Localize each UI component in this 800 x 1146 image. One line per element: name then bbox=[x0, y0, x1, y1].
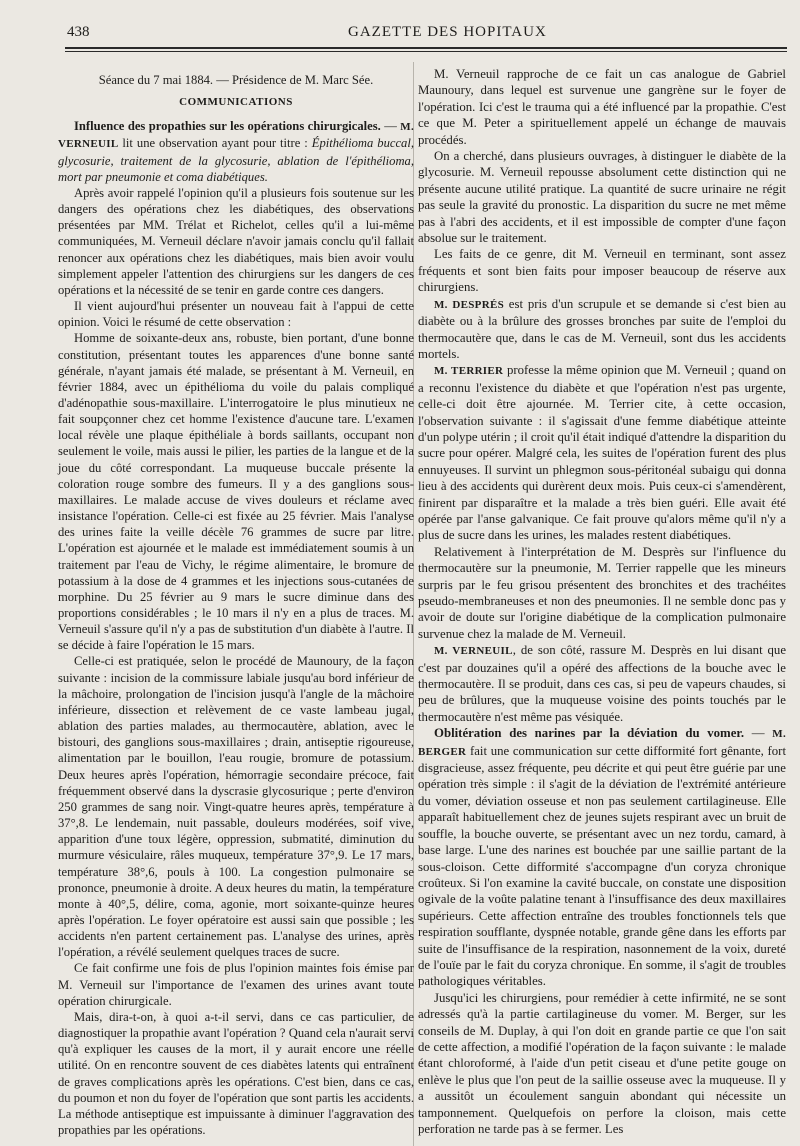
observation-title: Épithélioma buccal, glycosurie, traitement de la glycosurie, ablation de l'épithélioma, mort par pneumonie et coma diabétiques. bbox=[58, 136, 414, 184]
paragraph bbox=[418, 642, 786, 725]
paragraph: Mais, dira-t-on, à quoi a-t-il servi, dans ce cas particulier, de diagnostiquer la propathie avant l'opération ? Quand cela n'aurait servi qu'à expliquer les causes de la mort, il y aurait encore une réelle utilité. On en rencontre souvent de ces diabètes latents qui entraînent de graves complications après les opérations. C'est bien, dans ce cas, du poumon et non du foyer de l'opération que sont partis les accidents. La méthode antiseptique est impuissante à diminuer l'aggravation des propathies par les opérations. bbox=[58, 1009, 414, 1137]
article-intro bbox=[418, 725, 786, 990]
header-rule-thin bbox=[65, 51, 787, 52]
dash: — bbox=[380, 119, 401, 134]
paragraph-text: fait une communication sur cette difformité fort gênante, fort disgracieuse, assez fréquente, peu décrite et qui peut être guérie par une opération très simple : il s'agit de la déviation de l'extrémité antérieure du vomer, déviation osseuse et non pas seulement cartilagineuse. Elle apparaît habituellement chez de jeunes sujets respirant avec un bruit de souffle, la bouche ouverte, se présentant avec un nez tordu, camard, à base large. L'une des narines est bouchée par une saillie partant de la sous-cloison. Cette difformité s'accompagne d'un coryza chronique croûteux. Si l'on examine la cavité buccale, on constate une disposition ogivale de la voûte palatine tenant à l'insuffisance des deux maxillaires supérieurs. Cette affection entraîne des troubles fonctionnels tels que respiration soufflante, dyspnée notable, grande gêne dans les efforts par suite de l'insuffisance de la respiration, nasonnement de la voix, dureté de l'ouïe par le fait du coryza chronique. En somme, il s'agit de troubles pathologiques véritables. bbox=[418, 743, 786, 989]
paragraph: M. Verneuil rapproche de ce fait un cas analogue de Gabriel Maunoury, dans lequel est survenue une gangrène sur le foyer de l'opération. Ici c'est le trauma qui a été influencé par la propathie. C'est ce que M. Peter a spirituellement appelé un échange de mauvais procédés. bbox=[418, 67, 786, 147]
paragraph: Ce fait confirme une fois de plus l'opinion maintes fois émise par M. Verneuil sur l'importance de l'examen des urines avant toute opération chirurgicale. bbox=[58, 961, 414, 1008]
paragraph-text: est pris d'un scrupule et se demande si c'est bien au diabète ou à la brûlure des grosses bronches par suite de l'emploi du thermocautère que, dans le cas de M. Verneuil, sont dus les accidents mortels. bbox=[418, 296, 786, 361]
article-intro bbox=[58, 118, 414, 185]
author-name: M. TERRIER bbox=[434, 365, 504, 378]
dash: — bbox=[744, 726, 773, 741]
paragraph: Après avoir rappelé l'opinion qu'il a plusieurs fois soutenue sur les dangers des opérations chez les diabétiques, des observations présentées par MM. Trélat et Richelot, celles qu'il a lui-même communiquées, M. Verneuil déclare n'avoir jamais conclu qu'il fallait renoncer aux opérations chez les diabétiques, mais bien avoir voulu simplement appeler l'attention des chirurgiens sur les dangers de ces opérations et la nécessité de se tenir en garde contre ces dangers. bbox=[58, 185, 414, 297]
paragraph: Homme de soixante-deux ans, robuste, bien portant, d'une bonne constitution, présentant toutes les apparences d'une bonne santé générale, n'ayant jamais été malade, se présentant à M. Verneuil, en février 1884, avec un épithélioma du voile du palais compliqué d'adénopathie sous-maxillaire. L'interrogatoire le plus minutieux ne fait soupçonner chez cet homme l'existence d'aucune tare. L'examen local révèle une plaque épithéliale à bords saillants, occupant non seulement le voile, mais aussi le pilier, les parties de la langue et de la joue du côté correspondant. La muqueuse buccale présente la coloration rouge sombre des fumeurs. Il y a des ganglions sous-maxillaires. Le malade accuse de vives douleurs et réclame avec insistance l'opération. Celle-ci est fixée au 25 février. Mais l'analyse des urines faite la veille décèle 76 grammes de sucre par litre. L'opération est ajournée et le malade est immédiatement soumis à un traitement par l'eau de Vichy, le régime alimentaire, le bromure de potassium à la dose de 4 grammes et les injections sous-cutanées de morphine. Du 25 février au 9 mars le sucre diminue dans des proportions considérables ; le 10 mars il n'y en a plus de traces. M. Verneuil s'assure qu'il n'y a pas de substitution d'un diabète à l'autre. Il se décide à faire l'opération le 15 mars. bbox=[58, 331, 414, 653]
author-name: M. DESPRÉS bbox=[434, 298, 504, 311]
right-column bbox=[418, 66, 786, 1137]
paragraph: On a cherché, dans plusieurs ouvrages, à distinguer le diabète de la glycosurie. M. Verneuil repousse absolument cette distinction qui ne présente aucune utilité pratique. La quantité de sucre urinaire ne régit pas seule la gravité du pronostic. La disparition du sucre ne met même pas à l'abri des accidents, et il est impossible de compter d'une façon absolue sur le traitement. bbox=[418, 149, 786, 246]
page-number: 438 bbox=[67, 24, 90, 40]
page-header bbox=[0, 22, 800, 44]
left-column bbox=[58, 66, 414, 1138]
header-rule bbox=[65, 47, 787, 49]
paragraph: Jusqu'ici les chirurgiens, pour remédier à cette infirmité, ne se sont adressés qu'à la partie cartilagineuse du vomer. M. Berger, sur les conseils de M. Duplay, à qui l'on doit en grande partie ce que l'on sait de cette affection, a modifié l'opération de la façon suivante : le malade étant chloroformé, à l'aide d'un petit ciseau et d'une petite gouge on enlève le plus que l'on peut de la saillie osseuse avec la muqueuse. Il y a aussitôt un écoulement sanguin abondant qui nécessite un tamponnement. Quelquefois on perfore la cloison, mais cette perforation ne tarde pas à se fermer. Les bbox=[418, 990, 786, 1136]
paragraph bbox=[418, 362, 786, 543]
paragraph: Relativement à l'interprétation de M. Desprès sur l'influence du thermocautère sur la pneumonie, M. Terrier rappelle que les mineurs surpris par le feu grisou présentent des bronchites et des trachéites pseudo-membraneuses et non des pneumonies. Il ne semble donc pas y avoir de doute sur l'origine diabétique de la complication pulmonaire survenue chez la malade de M. Verneuil. bbox=[418, 544, 786, 641]
intro-text: lit une observation ayant pour titre : bbox=[118, 136, 312, 151]
article-title: Oblitération des narines par la déviation du vomer. bbox=[434, 726, 745, 741]
paragraph: Il vient aujourd'hui présenter un nouveau fait à l'appui de cette opinion. Voici le résumé de cette observation : bbox=[58, 299, 414, 330]
paragraph bbox=[418, 296, 786, 363]
paragraph: Les faits de ce genre, dit M. Verneuil en terminant, sont assez fréquents et sont bien faits pour imposer beaucoup de réserve aux chirurgiens. bbox=[418, 247, 786, 295]
section-heading: COMMUNICATIONS bbox=[179, 96, 293, 109]
article-title: Influence des propathies sur les opérations chirurgicales. bbox=[74, 119, 381, 134]
author-name: M. VERNEUIL bbox=[58, 121, 414, 151]
paragraph: Celle-ci est pratiquée, selon le procédé de Maunoury, de la façon suivante : incision de la commissure labiale jusqu'au bord inférieur de la mâchoire, prolongation de l'incision jusqu'à l'angle de la mâchoire inférieure, dissection et relèvement de ce vaste lambeau jugal, ablation des parties malades, au thermocautère, ablation, avec le bistouri, des ganglions sous-maxillaires ; drain, antiseptie rigoureuse, alimentation par le bouillon, l'eau rougie, bromure de potassium. Deux heures après l'opération, hémorragie secondaire précoce, fait fréquemment observé dans la dyscrasie glycosurique ; perte d'environ 250 grammes de sang noir. Vingt-quatre heures après, température à 37°,8. Le lendemain, nuit passable, douleurs modérées, soif vive, apparition d'une toux légère, oppression, submatité, diminution du murmure vésiculaire, râles muqueux, température 37°,9. Le 17 mars, température 38°,6, pouls à 100. La congestion pulmonaire se prononce, pneumonie à droite. A deux heures du matin, la température monte à 40°,5, délire, coma, agonie, mort soixante-quinze heures après l'opération. Le foyer opératoire est aussi sain que possible ; les accidents n'en partent certainement pas. L'analyse des urines, après l'opération, a révélé seulement quelques traces de sucre. bbox=[58, 654, 414, 960]
session-line: Séance du 7 mai 1884. — Présidence de M. Marc Sée. bbox=[98, 73, 374, 87]
paragraph-text: professe la même opinion que M. Verneuil ; quand on a reconnu l'existence du diabète et que l'opération n'est pas urgente, celle-ci doit être ajournée. M. Terrier cite, à cette occasion, l'observation suivante : il s'agissait d'une femme diabétique atteinte d'un polype utérin ; il croit qu'il était indiqué d'attendre la disparition du sucre pour opérer. Malgré cela, les suites de l'opération furent des plus ennuyeuses. Il survint un phlegmon sous-péritonéal subaigu qui donna lieu à des accidents qui durèrent deux mois. Puis ceux-ci s'amendèrent, finirent par disparaître et la malade a très bien guéri. Elle avait été opérée par l'anse galvanique. Ce fait prouve qu'alors même qu'il n'y a plus de sucre dans les urines, les malades restent diabétiques. bbox=[418, 363, 786, 543]
author-name: M. VERNEUIL bbox=[434, 645, 513, 658]
running-title: GAZETTE DES HOPITAUX bbox=[348, 24, 547, 40]
author-name: M. BERGER bbox=[418, 728, 786, 758]
paragraph-text: , de son côté, rassure M. Desprès en lui disant que c'est par douzaines qu'il a opéré des affections de la bouche avec le thermocautère. Il se produit, dans ces cas, si peu de vapeurs chaudes, si peu de brûlures, que la muqueuse voisine des points touchés par le thermocautère n'est même pas vésiquée. bbox=[418, 643, 786, 724]
